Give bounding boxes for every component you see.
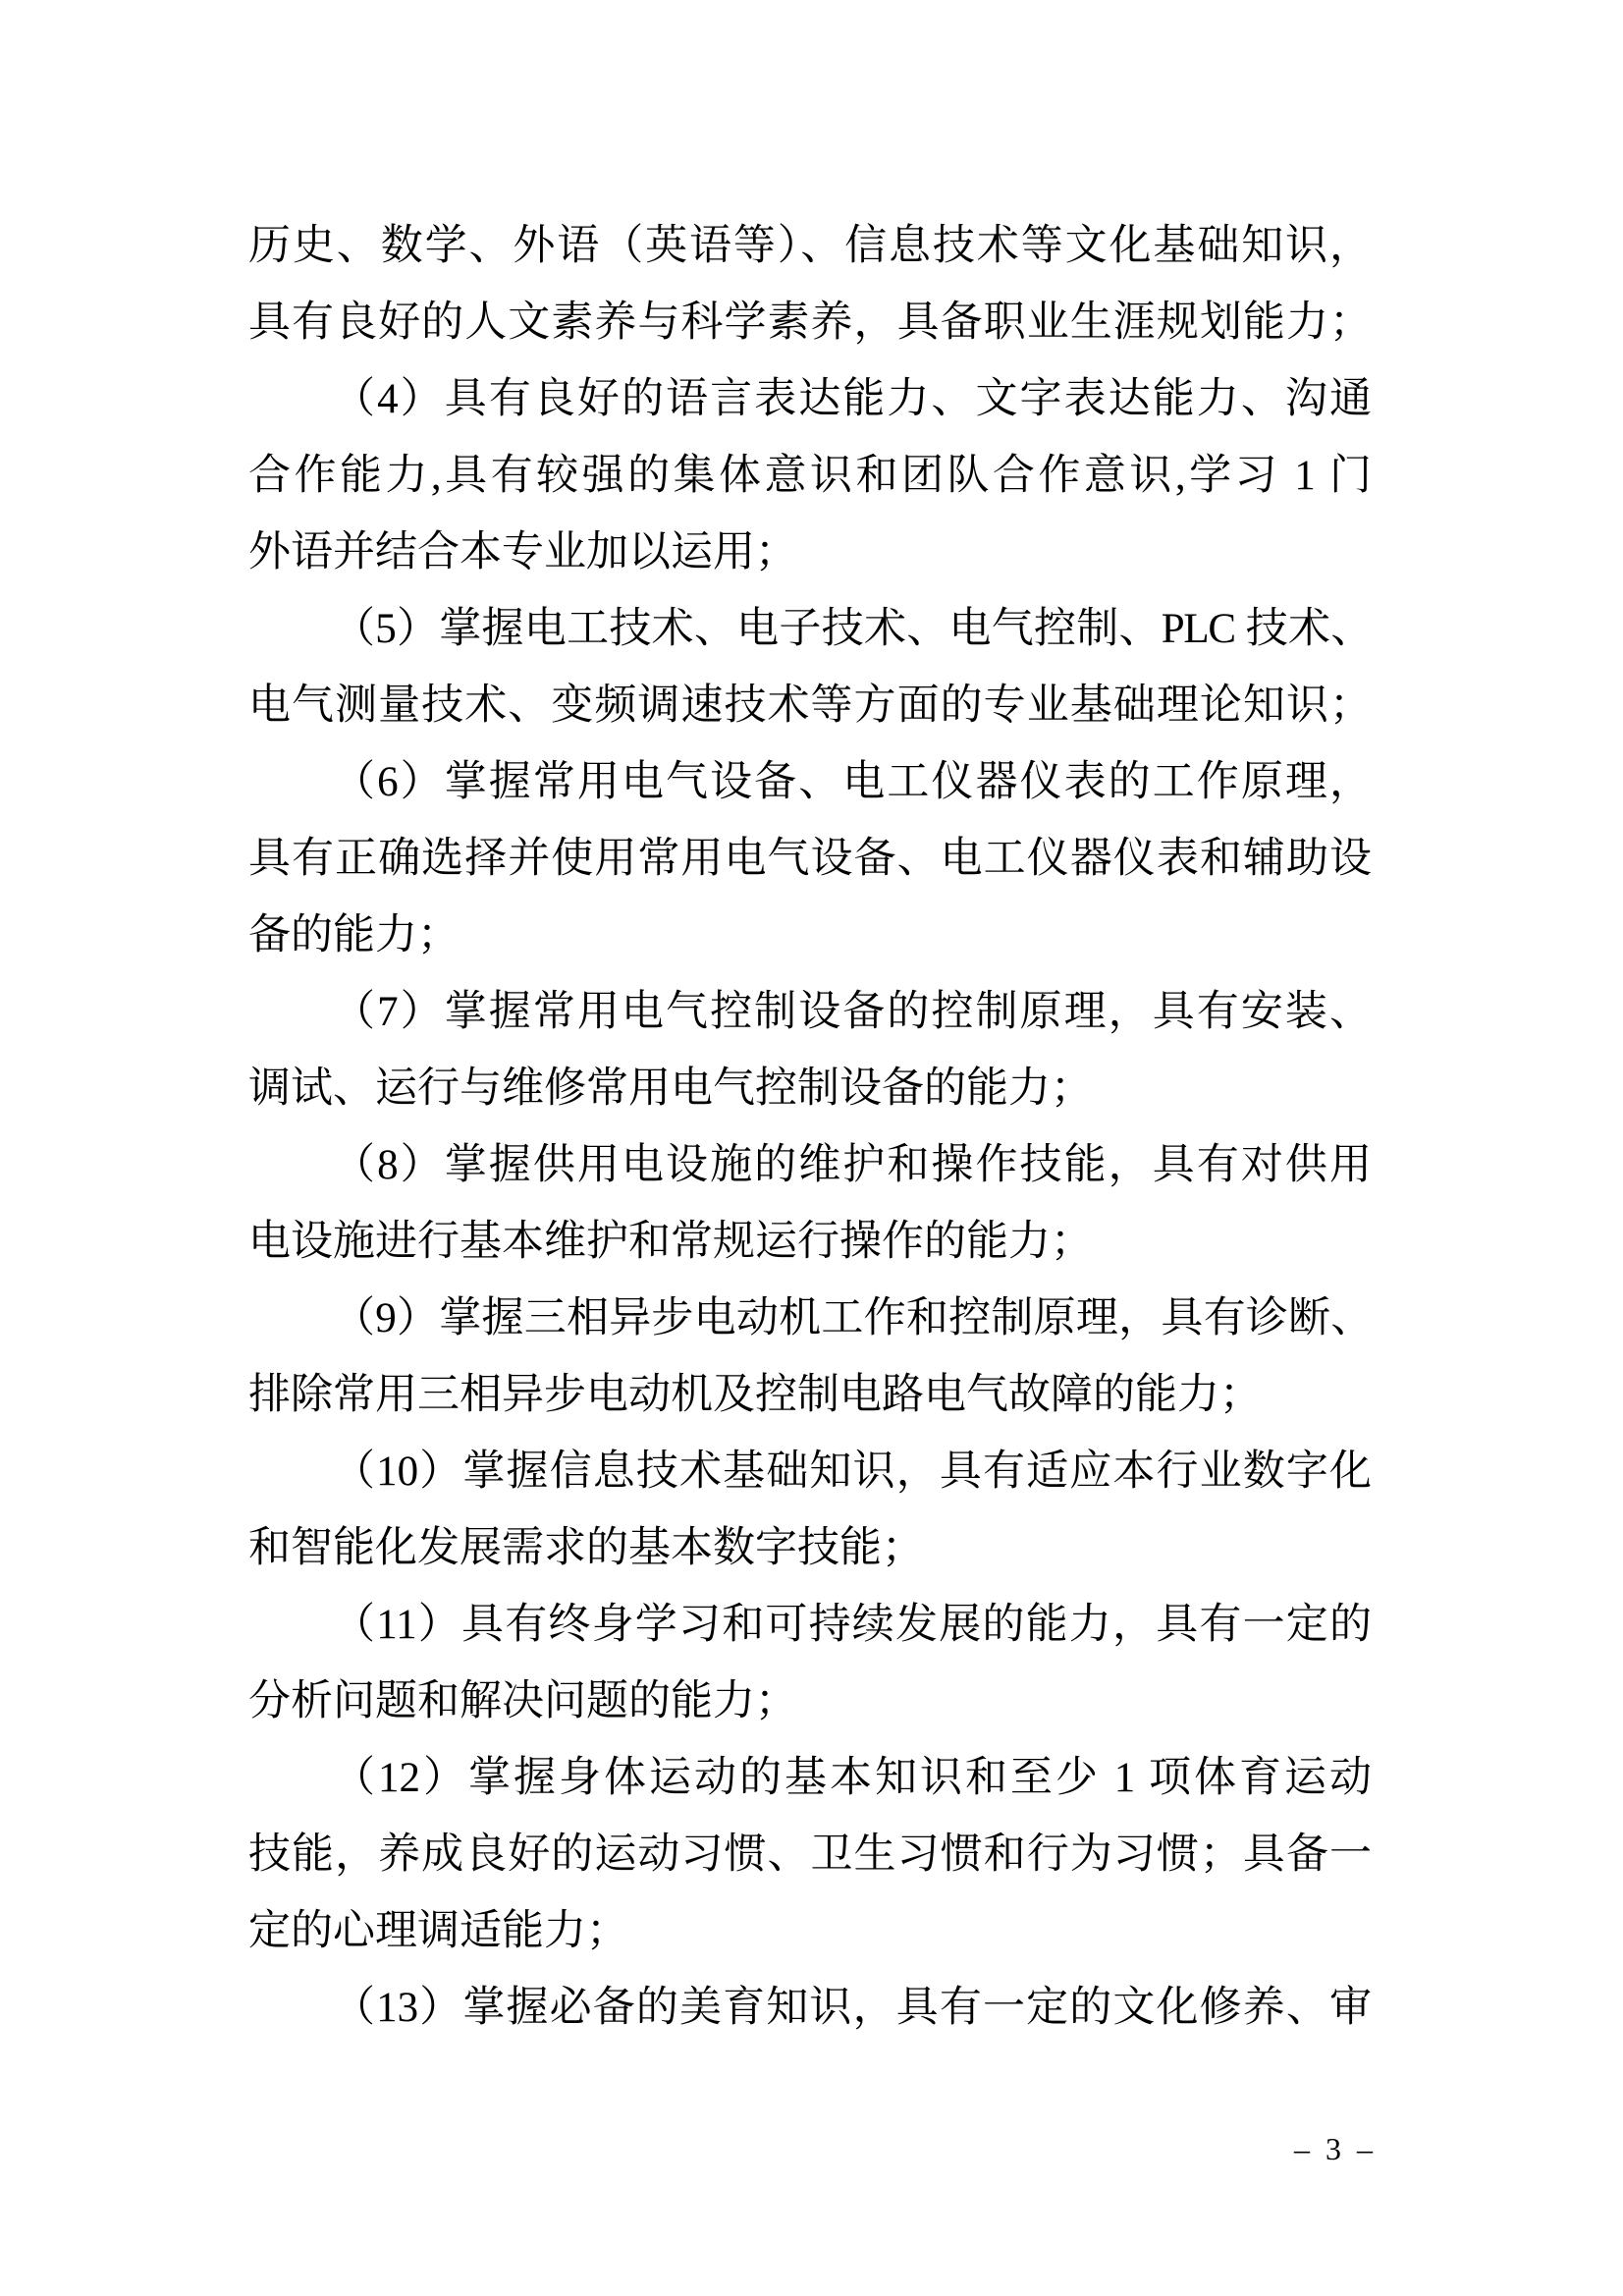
text-line: 电气测量技术、变频调速技术等方面的专业基础理论知识； (248, 683, 1372, 729)
text-line: 备的能力； (248, 912, 460, 958)
text-line: 合作能力,具有较强的集体意识和团队合作意识,学习 1 门 (248, 453, 1372, 499)
text-line: （13）掌握必备的美育知识，具有一定的文化修养、审 (333, 1985, 1372, 2031)
text-line: 技能，养成良好的运动习惯、卫生习惯和行为习惯；具备一 (248, 1831, 1372, 1878)
text-line: 历史、数学、外语（英语等）、信息技术等文化基础知识， (248, 223, 1372, 269)
page-number: – 3 – (1294, 2131, 1377, 2166)
text-line: 电设施进行基本维护和常规运行操作的能力； (248, 1219, 1093, 1265)
text-line: 具有良好的人文素养与科学素养，具备职业生涯规划能力； (248, 300, 1372, 346)
text-line: （9）掌握三相异步电动机工作和控制原理，具有诊断、 (333, 1295, 1372, 1341)
text-line: （12）掌握身体运动的基本知识和至少 1 项体育运动 (333, 1755, 1372, 1801)
text-line: 分析问题和解决问题的能力； (248, 1678, 797, 1724)
text-line: 外语并结合本专业加以运用； (248, 529, 797, 575)
text-line: （8）掌握供用电设施的维护和操作技能，具有对供用 (333, 1142, 1372, 1188)
text-line: 排除常用三相异步电动机及控制电路电气故障的能力； (248, 1372, 1262, 1418)
text-line: （6）掌握常用电气设备、电工仪器仪表的工作原理， (333, 759, 1372, 805)
body-text (248, 208, 1372, 2047)
text-line: 和智能化发展需求的基本数字技能； (248, 1525, 924, 1571)
text-line: 具有正确选择并使用常用电气设备、电工仪器仪表和辅助设 (248, 836, 1372, 882)
text-line: （10）掌握信息技术基础知识，具有适应本行业数字化 (333, 1449, 1372, 1495)
text-line: （7）掌握常用电气控制设备的控制原理，具有安装、 (333, 989, 1372, 1035)
text-line: 调试、运行与维修常用电气控制设备的能力； (248, 1066, 1093, 1112)
text-line: （4）具有良好的语言表达能力、文字表达能力、沟通 (333, 376, 1372, 422)
text-line: （5）掌握电工技术、电子技术、电气控制、PLC 技术、 (333, 606, 1372, 652)
text-line: 定的心理调适能力； (248, 1908, 628, 1954)
text-line: （11）具有终身学习和可持续发展的能力，具有一定的 (333, 1602, 1372, 1648)
